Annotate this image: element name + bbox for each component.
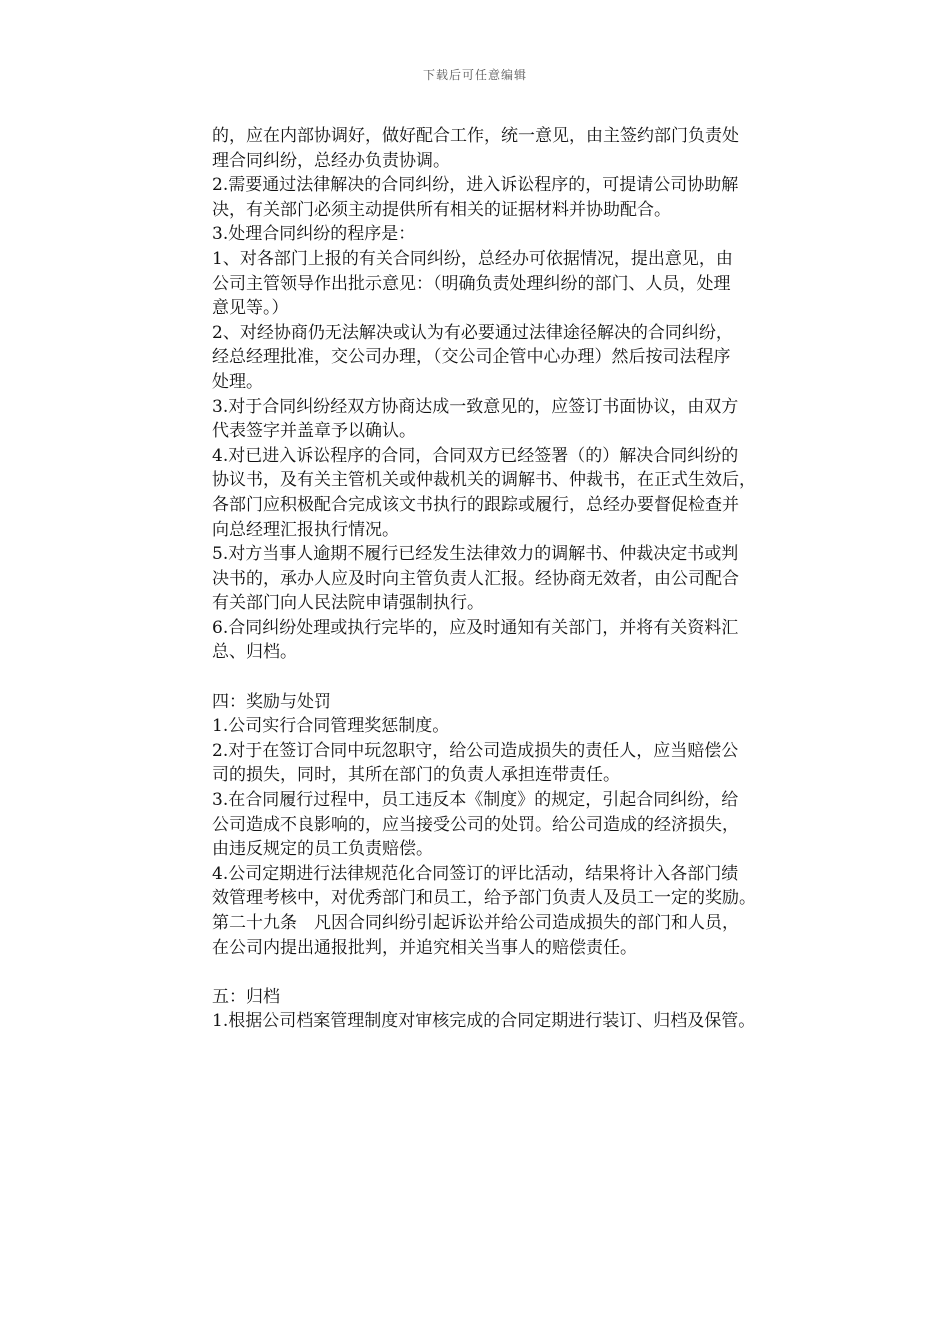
text-line: 效管理考核中，对优秀部门和员工，给予部门负责人及员工一定的奖励。 <box>212 888 756 909</box>
text-line: 4.公司定期进行法律规范化合同签订的评比活动，结果将计入各部门绩 <box>212 863 739 884</box>
text-line: 经总经理批准，交公司办理，（交公司企管中心办理）然后按司法程序 <box>212 347 731 368</box>
text-line: 总、归档。 <box>212 642 297 663</box>
text-line: 4.对已进入诉讼程序的合同，合同双方已经签署（的）解决合同纠纷的 <box>212 445 739 466</box>
text-line: 各部门应积极配合完成该文书执行的跟踪或履行，总经办要督促检查并 <box>212 494 739 515</box>
text-line: 第二十九条 凡因合同纠纷引起诉讼并给公司造成损失的部门和人员， <box>212 913 739 933</box>
page-header: 下载后可任意编辑 <box>422 68 527 82</box>
text-line: 理合同纠纷，总经办负责协调。 <box>212 150 450 171</box>
text-line: 在公司内提出通报批判，并追究相关当事人的赔偿责任。 <box>212 937 637 958</box>
text-line: 由违反规定的员工负责赔偿。 <box>212 839 433 860</box>
blank-line <box>212 960 824 985</box>
text-line: 决书的，承办人应及时向主管负责人汇报。经协商无效者，由公司配合 <box>212 568 739 589</box>
text-line: 3.在合同履行过程中，员工违反本《制度》的规定，引起合同纠纷，给 <box>212 790 739 811</box>
text-line: 6.合同纠纷处理或执行完毕的，应及时通知有关部门，并将有关资料汇 <box>212 617 739 638</box>
blank-line <box>212 665 824 690</box>
text-line: 决，有关部门必须主动提供所有相关的证据材料并协助配合。 <box>212 199 671 220</box>
text-line: 1、对各部门上报的有关合同纠纷，总经办可依据情况，提出意见，由 <box>212 248 733 269</box>
text-line: 2.对于在签订合同中玩忽职守，给公司造成损失的责任人，应当赔偿公 <box>212 740 739 761</box>
text-line: 公司主管领导作出批示意见：（明确负责处理纠纷的部门、人员，处理 <box>212 273 731 294</box>
text-line: 的，应在内部协调好，做好配合工作，统一意见，由主签约部门负责处 <box>212 126 739 146</box>
text-line: 处理。 <box>212 371 263 392</box>
text-line: 司的损失，同时，其所在部门的负责人承担连带责任。 <box>212 765 620 786</box>
text-line: 3.对于合同纠纷经双方协商达成一致意见的，应签订书面协议，由双方 <box>212 396 739 417</box>
text-line: 3.处理合同纠纷的程序是： <box>212 224 416 245</box>
text-line: 四：奖励与处罚 <box>212 691 331 712</box>
text-line: 五：归档 <box>212 986 280 1007</box>
text-line: 5.对方当事人逾期不履行已经发生法律效力的调解书、仲裁决定书或判 <box>212 544 739 565</box>
text-line: 1.根据公司档案管理制度对审核完成的合同定期进行装订、归档及保管。 <box>212 1011 756 1032</box>
text-line: 2、对经协商仍无法解决或认为有必要通过法律途径解决的合同纠纷， <box>212 322 733 343</box>
text-line: 公司造成不良影响的，应当接受公司的处罚。给公司造成的经济损失， <box>212 814 739 835</box>
text-line: 1.公司实行合同管理奖惩制度。 <box>212 716 450 737</box>
text-line: 协议书，及有关主管机关或仲裁机关的调解书、仲裁书，在正式生效后， <box>212 470 756 491</box>
text-line: 向总经理汇报执行情况。 <box>212 519 399 540</box>
text-line: 代表签字并盖章予以确认。 <box>212 421 416 442</box>
text-line: 意见等。） <box>212 298 289 319</box>
document-body <box>212 124 824 1034</box>
text-line: 有关部门向人民法院申请强制执行。 <box>212 593 484 614</box>
text-line: 2.需要通过法律解决的合同纠纷，进入诉讼程序的，可提请公司协助解 <box>212 175 739 196</box>
